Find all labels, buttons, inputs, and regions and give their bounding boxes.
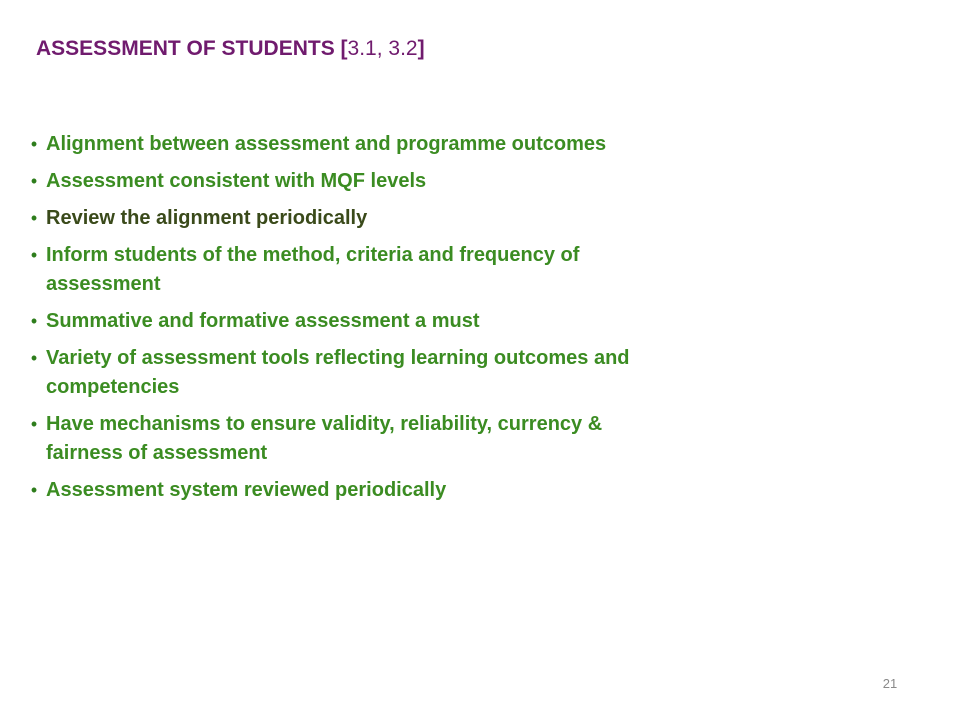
bullet-text: Variety of assessment tools reflecting learning outcomes and competencies bbox=[46, 347, 630, 398]
bullet-icon: • bbox=[30, 348, 38, 368]
page-number: 21 bbox=[882, 676, 898, 691]
slide-title-ref-close: ] bbox=[417, 37, 425, 60]
bullet-item bbox=[28, 307, 648, 336]
slide-title-text: ASSESSMENT OF STUDENTS bbox=[36, 37, 335, 60]
bullet-icon: • bbox=[30, 245, 38, 265]
bullet-icon: • bbox=[30, 134, 38, 154]
bullet-item bbox=[28, 167, 648, 196]
bullet-text: Alignment between assessment and programme outcomes bbox=[46, 133, 607, 155]
bullet-text: Inform students of the method, criteria and frequency of assessment bbox=[46, 244, 580, 295]
bullet-item bbox=[28, 130, 648, 159]
bullet-item bbox=[28, 410, 648, 468]
bullet-text: Summative and formative assessment a must bbox=[46, 310, 480, 332]
bullet-icon: • bbox=[30, 480, 38, 500]
bullet-item bbox=[28, 204, 648, 233]
bullet-list bbox=[28, 130, 648, 513]
bullet-icon: • bbox=[30, 208, 38, 228]
bullet-text: Assessment consistent with MQF levels bbox=[46, 170, 427, 192]
bullet-text: Have mechanisms to ensure validity, reliability, currency & fairness of assessment bbox=[46, 413, 603, 464]
bullet-item bbox=[28, 241, 648, 299]
bullet-item bbox=[28, 476, 648, 505]
bullet-text: Review the alignment periodically bbox=[46, 207, 368, 229]
slide-title-ref-numbers: 3.1, 3.2 bbox=[347, 37, 418, 60]
bullet-icon: • bbox=[30, 311, 38, 331]
bullet-icon: • bbox=[30, 414, 38, 434]
bullet-item bbox=[28, 344, 648, 402]
bullet-icon: • bbox=[30, 171, 38, 191]
slide-title-ref-open: [ bbox=[340, 37, 348, 60]
bullet-text: Assessment system reviewed periodically bbox=[46, 479, 447, 501]
slide-title bbox=[36, 34, 425, 64]
